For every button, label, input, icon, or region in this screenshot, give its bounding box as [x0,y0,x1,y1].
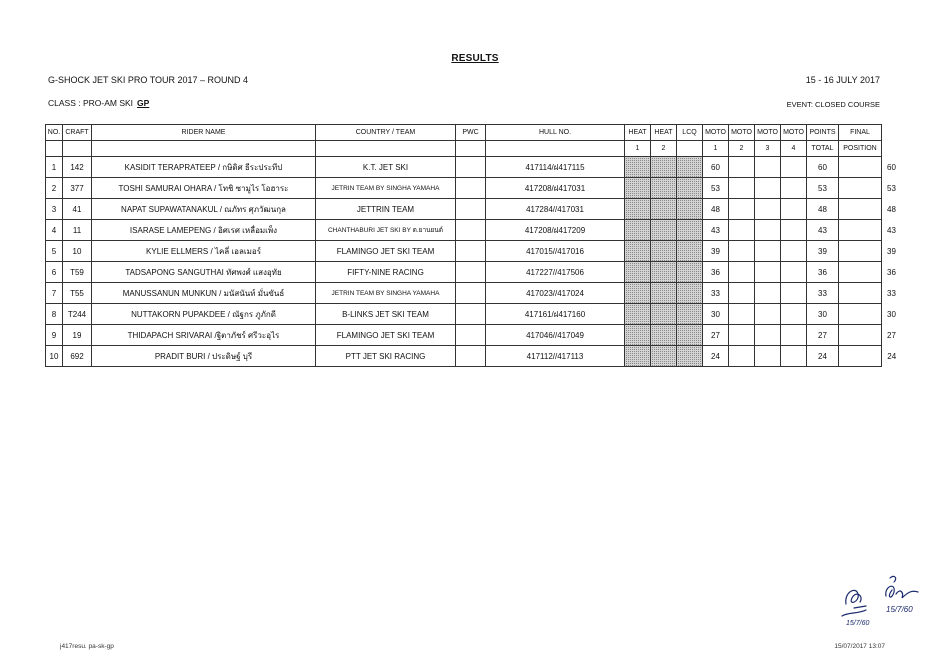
cell-points-total: 48 [807,199,839,220]
cell-heat2 [651,157,677,178]
cell-outside-points: 36 [887,267,896,277]
cell-points-total: 39 [807,241,839,262]
cell-moto4 [781,241,807,262]
col-craft-header: CRAFT [63,125,92,141]
cell-outside-points: 24 [887,351,897,361]
col-moto1-header: MOTO [703,125,729,141]
cell-no: 3 [46,199,63,220]
col-rider-header: RIDER NAME [92,125,316,141]
cell-hull: 417112//417113 [486,346,625,367]
cell-lcq [677,304,703,325]
cell-moto2 [729,325,755,346]
page-title: RESULTS [451,53,499,64]
cell-moto1: 36 [703,262,729,283]
table-row [46,325,902,346]
cell-heat1 [625,220,651,241]
cell-rider: PRADIT BURI / ประดิษฐ์ บุรี [92,346,316,367]
cell-heat1 [625,325,651,346]
cell-moto2 [729,346,755,367]
cell-lcq [677,199,703,220]
cell-moto4 [781,325,807,346]
cell-outside-points: 60 [887,162,896,172]
cell-heat1 [625,304,651,325]
col-moto4-header: MOTO [781,125,807,141]
signature-date-1: 15/7/60 [846,620,870,627]
cell-lcq [677,346,703,367]
cell-moto1: 27 [703,325,729,346]
cell-moto2 [729,262,755,283]
cell-final-position [839,157,882,178]
cell-outside-points: 39 [887,246,896,256]
cell-rider: TADSAPONG SANGUTHAI ทัศพงศ์ แสงอุทัย [92,262,316,283]
col-pwc-header: PWC [456,125,486,141]
cell-lcq [677,283,703,304]
cell-pwc [456,178,486,199]
cell-craft: 10 [63,241,92,262]
col-points-header: POINTS [807,125,839,141]
cell-team: FIFTY-NINE RACING [316,262,456,283]
cell-hull: 417015//417016 [486,241,625,262]
cell-pwc [456,220,486,241]
cell-moto3 [755,241,781,262]
table-row [46,178,902,199]
cell-final-position [839,325,882,346]
cell-outside-points: 27 [887,330,896,340]
cell-moto4 [781,346,807,367]
cell-moto3 [755,283,781,304]
cell-heat2 [651,241,677,262]
table-row [46,346,902,367]
cell-heat2 [651,325,677,346]
cell-heat2 [651,304,677,325]
cell-heat1 [625,199,651,220]
cell-moto1: 53 [703,178,729,199]
col-moto4-sub: 4 [781,141,807,157]
cell-no: 5 [46,241,63,262]
cell-heat2 [651,220,677,241]
cell-craft: T55 [63,283,92,304]
col-moto3-sub: 3 [755,141,781,157]
cell-moto1: 60 [703,157,729,178]
col-heat2-header: HEAT [651,125,677,141]
cell-no: 10 [46,346,63,367]
class-line [48,98,149,108]
cell-points-total: 30 [807,304,839,325]
cell-moto4 [781,262,807,283]
cell-pwc [456,325,486,346]
results-table [45,124,902,367]
cell-lcq [677,157,703,178]
cell-final-position [839,220,882,241]
col-lcq-header: LCQ [677,125,703,141]
cell-craft: 692 [63,346,92,367]
footer-file-name: j417resu. pa-sk-gp [60,643,114,650]
cell-no: 4 [46,220,63,241]
cell-hull: 417227//417506 [486,262,625,283]
cell-moto1: 33 [703,283,729,304]
cell-moto4 [781,283,807,304]
table-row [46,283,902,304]
cell-hull: 417023//417024 [486,283,625,304]
cell-craft: T244 [63,304,92,325]
cell-moto3 [755,220,781,241]
cell-moto3 [755,304,781,325]
cell-craft: 142 [63,157,92,178]
cell-outside-points: 43 [887,225,896,235]
cell-moto4 [781,157,807,178]
table-row [46,241,902,262]
cell-moto3 [755,325,781,346]
cell-heat1 [625,283,651,304]
cell-pwc [456,199,486,220]
cell-rider: TOSHI SAMURAI OHARA / โทชิ ซามูไร โอฮาระ [92,178,316,199]
cell-moto3 [755,199,781,220]
cell-points-total: 36 [807,262,839,283]
cell-outside-points: 48 [887,204,896,214]
cell-final-position [839,346,882,367]
cell-rider: KYLIE ELLMERS / ไคลี่ เอลเมอร์ [92,241,316,262]
cell-moto1: 39 [703,241,729,262]
cell-final-position [839,262,882,283]
col-heat1-sub: 1 [625,141,651,157]
cell-pwc [456,262,486,283]
cell-final-position [839,304,882,325]
cell-no: 1 [46,157,63,178]
cell-craft: 11 [63,220,92,241]
cell-heat1 [625,241,651,262]
cell-no: 7 [46,283,63,304]
cell-moto2 [729,241,755,262]
cell-points-total: 60 [807,157,839,178]
cell-rider: NUTTAKORN PUPAKDEE / ณัฐกร ภูภักดี [92,304,316,325]
cell-rider: MANUSSANUN MUNKUN / มนัสนันท์ มั่นขันธ์ [92,283,316,304]
cell-moto2 [729,304,755,325]
cell-craft: 377 [63,178,92,199]
cell-moto2 [729,178,755,199]
cell-no: 2 [46,178,63,199]
col-heat1-header: HEAT [625,125,651,141]
cell-moto4 [781,178,807,199]
cell-team: JETRIN TEAM BY SINGHA YAMAHA [316,178,456,199]
cell-craft: T59 [63,262,92,283]
cell-final-position [839,283,882,304]
cell-no: 9 [46,325,63,346]
cell-moto3 [755,262,781,283]
cell-team: K.T. JET SKI [316,157,456,178]
cell-team: PTT JET SKI RACING [316,346,456,367]
cell-lcq [677,178,703,199]
cell-no: 8 [46,304,63,325]
cell-moto2 [729,283,755,304]
subheader-row [46,141,902,157]
cell-lcq [677,262,703,283]
col-hull-header: HULL NO. [486,125,625,141]
col-moto1-sub: 1 [703,141,729,157]
cell-heat2 [651,178,677,199]
cell-hull: 417208/ฝ417209 [486,220,625,241]
cell-rider: NAPAT SUPAWATANAKUL / ณภัทร ศุภวัฒนกุล [92,199,316,220]
cell-moto3 [755,178,781,199]
cell-points-total: 53 [807,178,839,199]
cell-moto1: 48 [703,199,729,220]
cell-points-total: 33 [807,283,839,304]
col-moto2-sub: 2 [729,141,755,157]
signature-image [838,572,928,627]
cell-heat1 [625,178,651,199]
cell-pwc [456,157,486,178]
cell-team: JETRIN TEAM BY SINGHA YAMAHA [316,283,456,304]
header-row [46,125,902,141]
cell-final-position [839,178,882,199]
cell-team: FLAMINGO JET SKI TEAM [316,325,456,346]
cell-rider: THIDAPACH SRIVARAI /ฐิตาภัชร์ ศรีวะอุไร [92,325,316,346]
cell-hull: 417284//417031 [486,199,625,220]
cell-craft: 41 [63,199,92,220]
table-row [46,304,902,325]
cell-rider: KASIDIT TERAPRATEEP / กษิดิศ ธีระประทีป [92,157,316,178]
cell-heat1 [625,262,651,283]
cell-lcq [677,241,703,262]
cell-team: JETTRIN TEAM [316,199,456,220]
cell-heat1 [625,157,651,178]
results-body [46,157,902,367]
class-code: GP [137,98,150,108]
footer-timestamp: 15/07/2017 13:07 [834,643,885,650]
cell-heat2 [651,262,677,283]
col-moto3-header: MOTO [755,125,781,141]
col-final-header: FINAL [839,125,882,141]
cell-pwc [456,283,486,304]
cell-moto3 [755,157,781,178]
cell-outside-points: 30 [887,309,896,319]
cell-heat2 [651,346,677,367]
cell-hull: 417208/ฝ417031 [486,178,625,199]
signature-date-2: 15/7/60 [886,605,913,614]
cell-heat1 [625,346,651,367]
cell-moto1: 43 [703,220,729,241]
table-row [46,262,902,283]
cell-lcq [677,325,703,346]
col-moto2-header: MOTO [729,125,755,141]
table-row [46,199,902,220]
cell-heat2 [651,283,677,304]
cell-moto4 [781,220,807,241]
cell-moto2 [729,220,755,241]
cell-moto3 [755,346,781,367]
col-points-sub: TOTAL [807,141,839,157]
cell-moto2 [729,157,755,178]
cell-moto1: 24 [703,346,729,367]
cell-moto2 [729,199,755,220]
cell-craft: 19 [63,325,92,346]
event-type: EVENT: CLOSED COURSE [786,100,880,109]
cell-hull: 417046//417049 [486,325,625,346]
cell-outside-points: 33 [887,288,896,298]
cell-heat2 [651,199,677,220]
col-heat2-sub: 2 [651,141,677,157]
cell-team: FLAMINGO JET SKI TEAM [316,241,456,262]
cell-pwc [456,304,486,325]
cell-team: B-LINKS JET SKI TEAM [316,304,456,325]
cell-final-position [839,199,882,220]
cell-points-total: 43 [807,220,839,241]
cell-team: CHANTHABURI JET SKI BY ต.ยานยนต์ [316,220,456,241]
col-team-header: COUNTRY / TEAM [316,125,456,141]
class-label: CLASS : PRO-AM SKI [48,98,134,108]
cell-rider: ISARASE LAMEPENG / อิศเรศ เหลื่อมเพ็ง [92,220,316,241]
cell-final-position [839,241,882,262]
cell-outside-points: 53 [887,183,896,193]
event-dates: 15 - 16 JULY 2017 [805,75,880,85]
cell-no: 6 [46,262,63,283]
cell-hull: 417114/ฝ417115 [486,157,625,178]
event-name: G-SHOCK JET SKI PRO TOUR 2017 – ROUND 4 [48,75,249,85]
table-row [46,157,902,178]
cell-moto4 [781,304,807,325]
cell-points-total: 24 [807,346,839,367]
col-final-sub: POSITION [839,141,882,157]
col-no-header: NO. [46,125,63,141]
cell-hull: 417161/ฝ417160 [486,304,625,325]
table-row [46,220,902,241]
cell-lcq [677,220,703,241]
cell-pwc [456,346,486,367]
cell-moto1: 30 [703,304,729,325]
cell-moto4 [781,199,807,220]
cell-points-total: 27 [807,325,839,346]
cell-pwc [456,241,486,262]
